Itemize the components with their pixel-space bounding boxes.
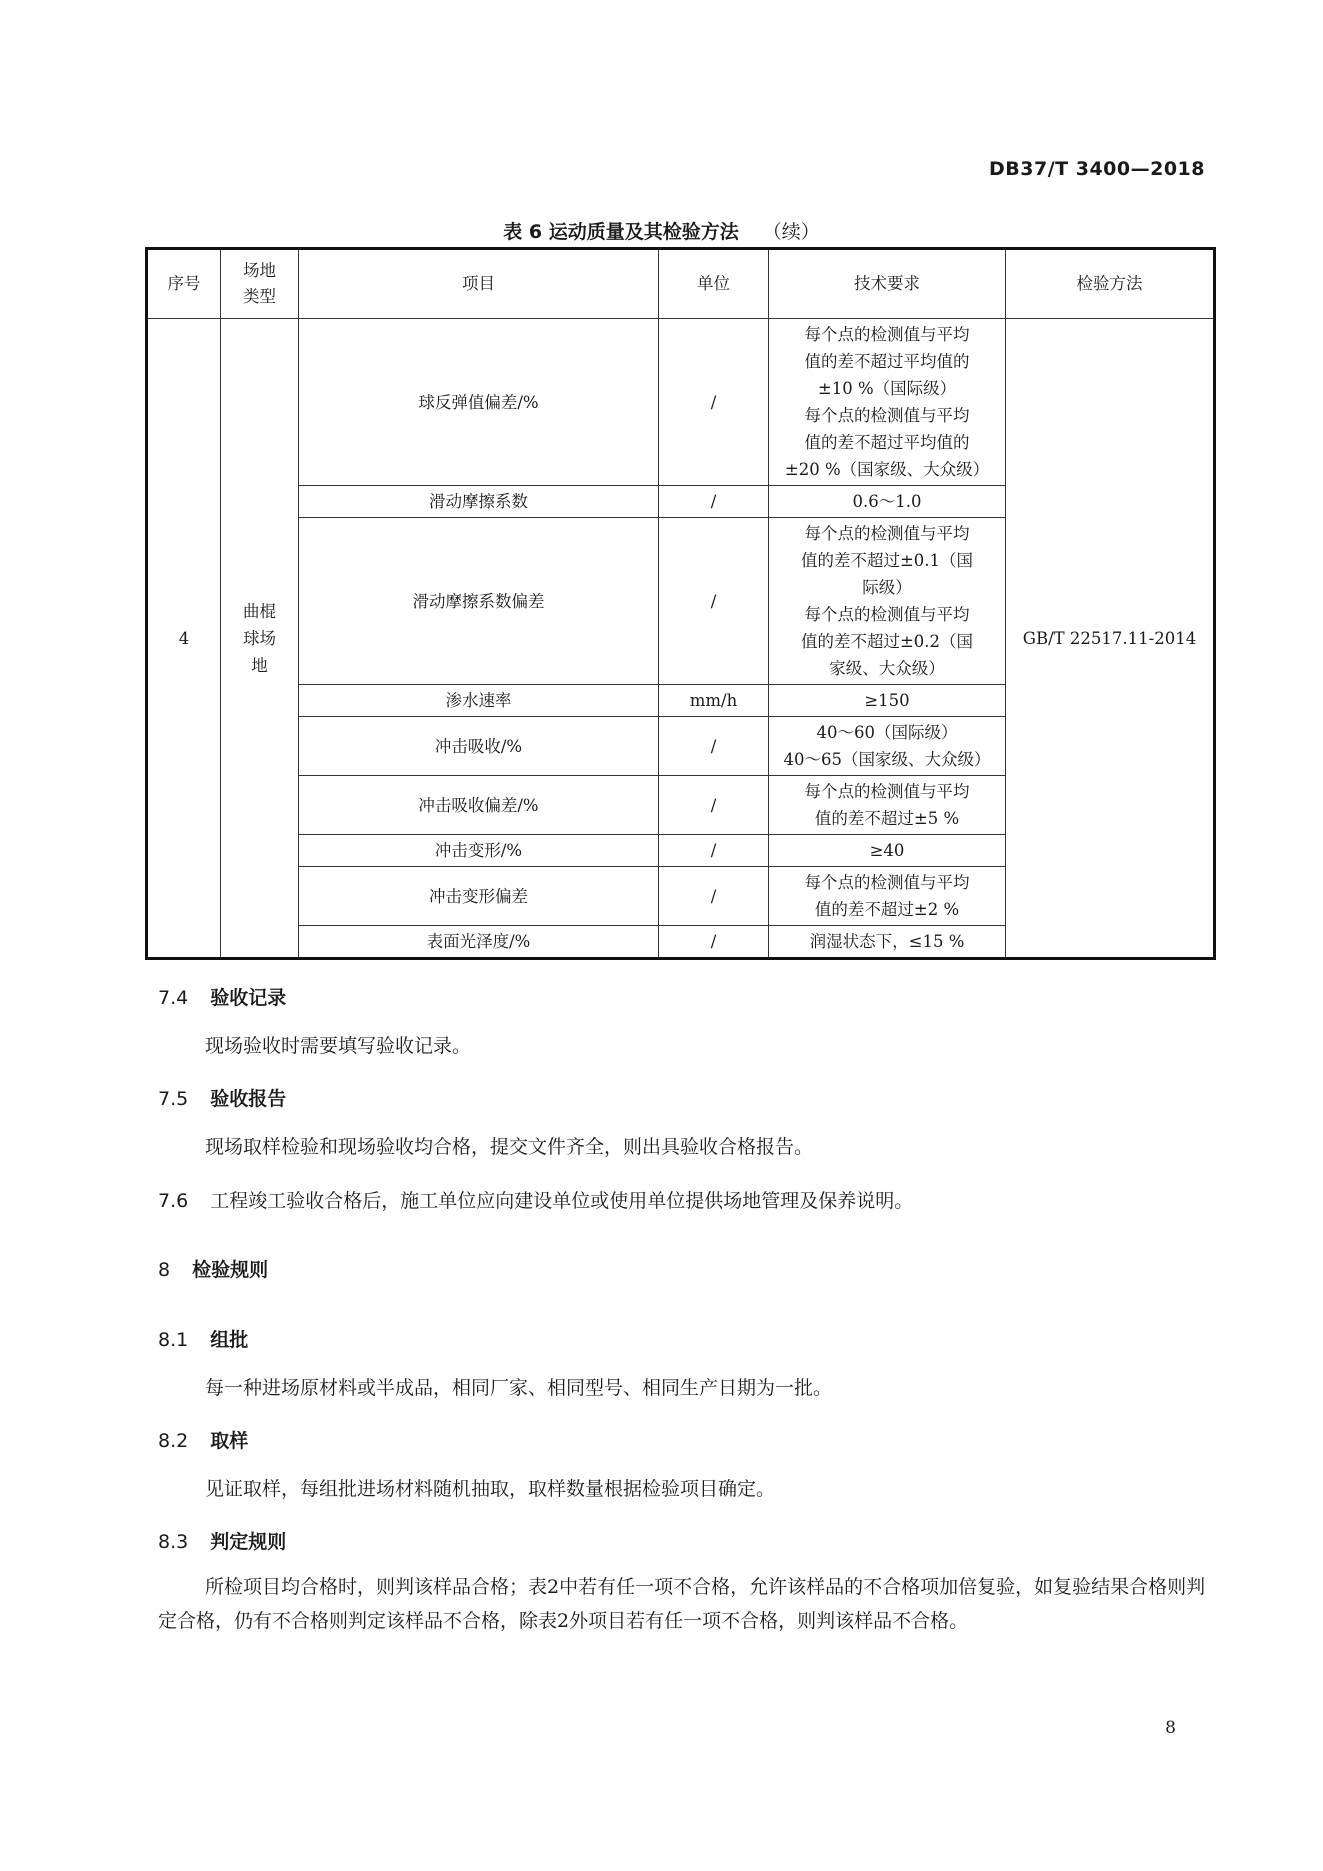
cell-unit: / xyxy=(659,926,769,959)
cell-unit: / xyxy=(659,518,769,685)
section-8-2-text: 见证取样，每组批进场材料随机抽取，取样数量根据检验项目确定。 xyxy=(205,1478,776,1500)
cell-unit: / xyxy=(659,835,769,867)
spec-table xyxy=(145,247,1216,960)
cell-item: 滑动摩擦系数 xyxy=(299,486,659,518)
table-body xyxy=(147,319,1215,959)
table-header-row xyxy=(147,249,1215,319)
section-8-1-text: 每一种进场原材料或半成品，相同厂家、相同型号、相同生产日期为一批。 xyxy=(205,1377,833,1399)
cell-item: 冲击变形/% xyxy=(299,835,659,867)
cell-method: GB/T 22517.11-2014 xyxy=(1006,319,1215,959)
header-field-type: 场地 类型 xyxy=(221,249,299,319)
table-caption xyxy=(0,217,1323,244)
section-7-6: 7.6 工程竣工验收合格后，施工单位应向建设单位或使用单位提供场地管理及保养说明。 xyxy=(158,1190,914,1212)
cell-unit: / xyxy=(659,486,769,518)
cell-seq: 4 xyxy=(147,319,221,959)
cell-unit: / xyxy=(659,867,769,926)
cell-requirement: ≥150 xyxy=(769,685,1006,717)
cell-unit: mm/h xyxy=(659,685,769,717)
header-method: 检验方法 xyxy=(1006,249,1215,319)
header-requirement: 技术要求 xyxy=(769,249,1006,319)
section-7-5-heading: 7.5 验收报告 xyxy=(158,1088,287,1110)
section-7-4-heading: 7.4 验收记录 xyxy=(158,987,287,1009)
table-caption-title: 表 6 运动质量及其检验方法 xyxy=(503,221,739,243)
cell-unit: / xyxy=(659,319,769,486)
header-item: 项目 xyxy=(299,249,659,319)
cell-item: 表面光泽度/% xyxy=(299,926,659,959)
cell-item: 冲击变形偏差 xyxy=(299,867,659,926)
cell-requirement: 每个点的检测值与平均 值的差不超过±2 % xyxy=(769,867,1006,926)
cell-requirement: 0.6～1.0 xyxy=(769,486,1006,518)
cell-item: 冲击吸收/% xyxy=(299,717,659,776)
cell-requirement: ≥40 xyxy=(769,835,1006,867)
cell-unit: / xyxy=(659,776,769,835)
section-8-1-heading: 8.1 组批 xyxy=(158,1329,249,1351)
section-8-3-heading: 8.3 判定规则 xyxy=(158,1531,287,1553)
cell-unit: / xyxy=(659,717,769,776)
header-unit: 单位 xyxy=(659,249,769,319)
cell-item: 渗水速率 xyxy=(299,685,659,717)
section-8-2-heading: 8.2 取样 xyxy=(158,1430,249,1452)
standard-code: DB37/T 3400—2018 xyxy=(989,158,1205,180)
page-number: 8 xyxy=(1165,1718,1176,1738)
cell-item: 滑动摩擦系数偏差 xyxy=(299,518,659,685)
cell-requirement: 润湿状态下，≤15 % xyxy=(769,926,1006,959)
table-row xyxy=(147,319,1215,486)
section-8-3-text: 所检项目均合格时，则判该样品合格；表2中若有任一项不合格，允许该样品的不合格项加倍复验，如复验结果合格则判定合格，仍有不合格则判定该样品不合格，除表2外项目若有任一项不合格，则判该样品不合格。 xyxy=(158,1576,1206,1632)
cell-requirement: 每个点的检测值与平均 值的差不超过±5 % xyxy=(769,776,1006,835)
table-caption-continued: （续） xyxy=(762,221,820,243)
header-seq: 序号 xyxy=(147,249,221,319)
section-7-4-text: 现场验收时需要填写验收记录。 xyxy=(205,1035,472,1057)
cell-item: 冲击吸收偏差/% xyxy=(299,776,659,835)
section-7-5-text: 现场取样检验和现场验收均合格，提交文件齐全，则出具验收合格报告。 xyxy=(205,1136,814,1158)
section-8-heading: 8 检验规则 xyxy=(158,1259,269,1281)
cell-field-type: 曲棍 球场 地 xyxy=(221,319,299,959)
cell-requirement: 每个点的检测值与平均 值的差不超过±0.1（国 际级） 每个点的检测值与平均 值的差不超过±0.2（国 家级、大众级） xyxy=(769,518,1006,685)
cell-requirement: 40～60（国际级） 40～65（国家级、大众级） xyxy=(769,717,1006,776)
cell-item: 球反弹值偏差/% xyxy=(299,319,659,486)
cell-requirement: 每个点的检测值与平均 值的差不超过平均值的 ±10 %（国际级） 每个点的检测值与平均 值的差不超过平均值的 ±20 %（国家级、大众级） xyxy=(769,319,1006,486)
